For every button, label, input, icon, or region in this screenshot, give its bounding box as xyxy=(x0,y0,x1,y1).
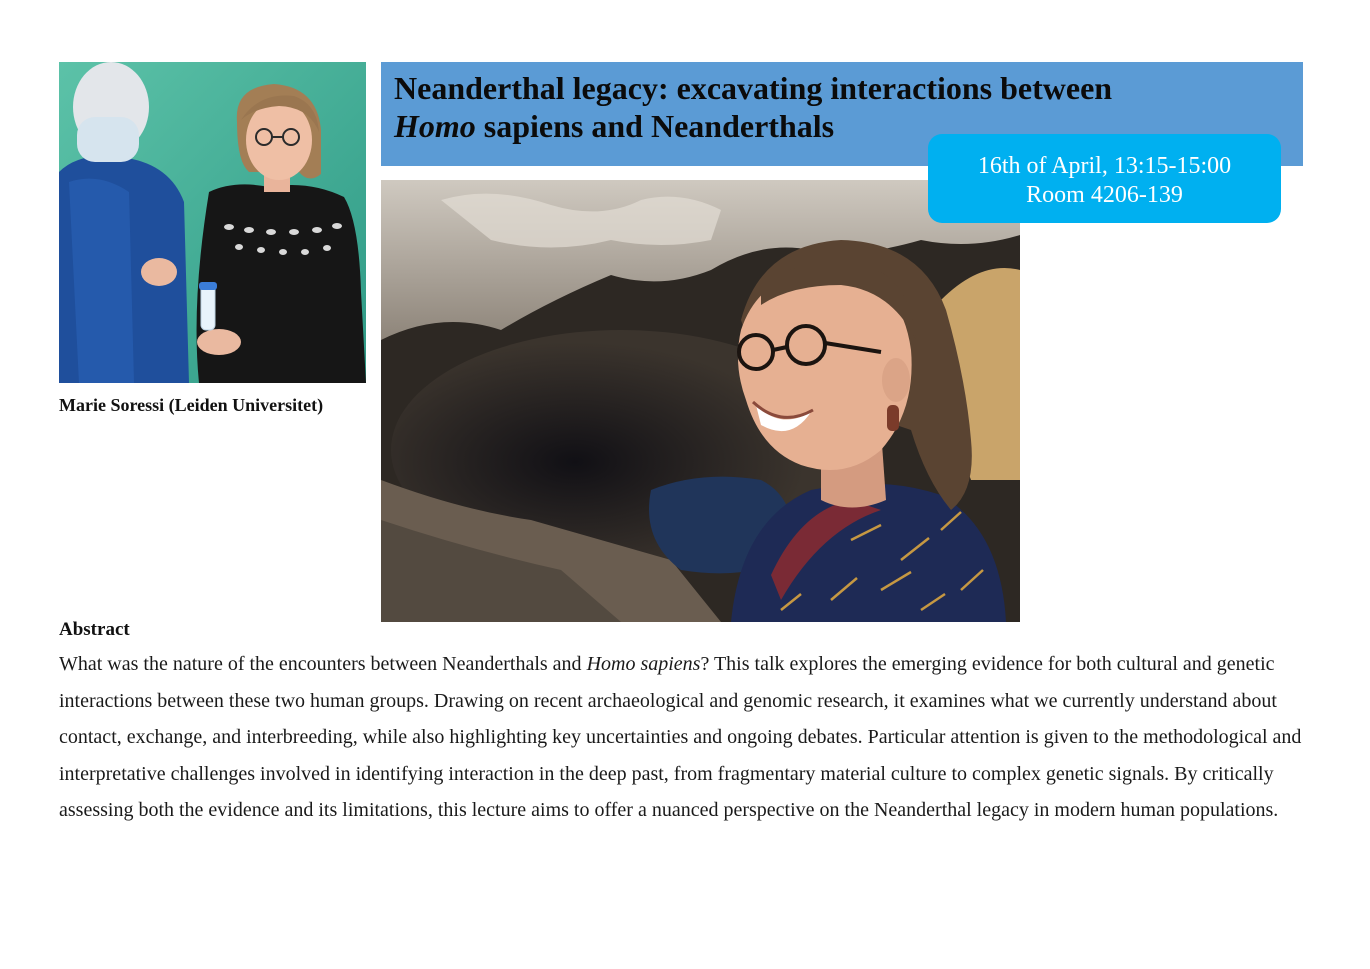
abstract-heading: Abstract xyxy=(59,619,130,640)
event-info-box xyxy=(928,134,1281,223)
speaker-portrait-image xyxy=(59,62,366,383)
main-photo-image xyxy=(381,180,1020,622)
title-line-1: Neanderthal legacy: excavating interactions between xyxy=(394,70,1113,106)
speaker-portrait-photo xyxy=(59,62,366,383)
title-italic-homo: Homo xyxy=(394,108,476,144)
abstract-italic-homo-sapiens: Homo sapiens xyxy=(586,653,701,675)
title-line-2-rest: sapiens and Neanderthals xyxy=(475,108,835,144)
abstract-text-part-2: ? This talk explores the emerging evidence for both cultural and genetic interactions between these two human groups. Drawing on recent archaeological and genomic research, it examines what we currently understand about contact, exchange, and interbreeding, while also highlighting key uncertainties and ongoing debates. Particular attention is given to the methodological and interpretative challenges involved in identifying interaction in the deep past, from fragmentary material culture to complex genetic signals. By critically assessing both the evidence and its limitations, this lecture aims to offer a nuanced perspective on the Neanderthal legacy in modern human populations. xyxy=(59,653,1302,822)
event-room: Room 4206-139 xyxy=(1026,182,1183,208)
abstract-text-part-1: What was the nature of the encounters between Neanderthals and xyxy=(59,653,587,675)
speaker-caption: Marie Soressi (Leiden Universitet) xyxy=(59,395,324,415)
event-date-time: 16th of April, 13:15-15:00 xyxy=(977,153,1232,179)
abstract-body xyxy=(59,646,1309,829)
main-photo xyxy=(381,180,1020,622)
